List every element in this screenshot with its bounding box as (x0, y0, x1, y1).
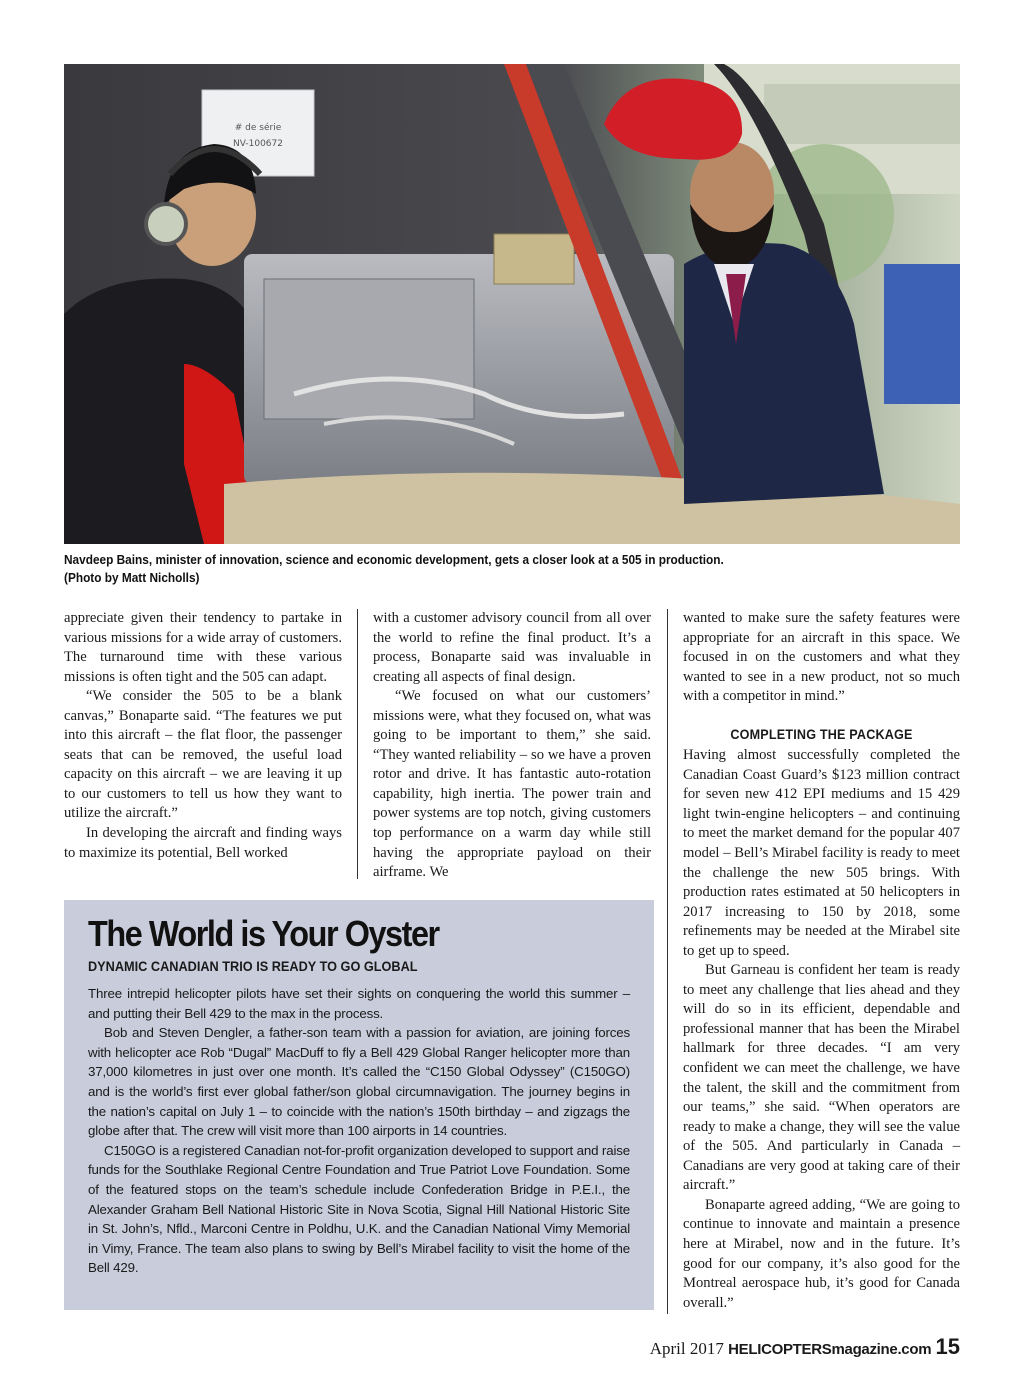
article-column-1 (64, 609, 342, 863)
sidebar-title: The World is Your Oyster (88, 913, 439, 954)
col3-paragraph-3: But Garneau is confident her team is ready to meet any challenge that lies ahead and they will do so in its efficient, dependable and professional manner that has been the Mirabel hallmark for three decades. “I am very confident we can meet the challenge, we have the talent, the skill and the commitment from our teams,” she said. “When operators are ready to make a change, they will see the value of the 505. And particularly in Canada – Canadians are very good at taking care of their aircraft.” (683, 962, 960, 1194)
article-column-3 (683, 609, 960, 1313)
footer-date: April 2017 (649, 1339, 724, 1358)
footer-site: HELICOPTERSmagazine.com (728, 1341, 932, 1358)
col1-paragraph-3: In developing the aircraft and finding ways to maximize its potential, Bell worked (64, 825, 342, 861)
photo-sign-text-1: # de série (234, 123, 282, 133)
col3-paragraph-1: wanted to make sure the safety features were appropriate for an aircraft in this space. We focused in on the customers and what they wanted to see in a new product, not so much with a competitor in mind.” (683, 610, 960, 705)
col1-paragraph-1: appreciate given their tendency to partake in various missions for a wide array of customers. The turnaround time with these various missions is often tight and the 505 can adapt. (64, 610, 342, 685)
page-footer (650, 1334, 960, 1360)
caption-credit: (Photo by Matt Nicholls) (64, 571, 200, 585)
article-photo (64, 64, 960, 544)
article-column-2 (373, 609, 651, 883)
column-divider (667, 609, 668, 1314)
sidebar-box (64, 900, 654, 1310)
section-subhead: COMPLETING THE PACKAGE (730, 725, 913, 742)
sidebar-body (88, 984, 630, 1278)
photo-caption (64, 551, 906, 587)
col1-paragraph-2: “We consider the 505 to be a blank canvas,” Bonaparte said. “The features we put into this aircraft – the flat floor, the passenger seats that can be removed, the useful load capacity on this aircraft – we are leaving it up to our customers to tell us how they want to utilize the aircraft.” (64, 688, 342, 822)
sidebar-paragraph-2: Bob and Steven Dengler, a father-son team with a passion for aviation, are joining forces with helicopter ace Rob “Dugal” MacDuff to fly a Bell 429 Global Ranger helicopter more than 37,000 kilometres in just over one month. It’s called the “C150 Global Odyssey” (C150GO) and is the world’s first ever global father/son global circumnavigation. The journey begins in the nation’s capital on July 1 – to coincide with the nation’s 150th birthday – and zigzags the globe after that. The crew will visit more than 100 airports in 14 countries. (88, 1025, 630, 1139)
photo-illustration (64, 64, 960, 544)
col2-paragraph-2: “We focused on what our customers’ missions were, what they focused on, what was going to be important to them,” she said. “They wanted reliability – so we have a proven rotor and drive. It has fantastic auto-rotation capability, high inertia. The power train and power systems are top notch, giving customers top performance on a warm day while still having the appropriate payload on their airframe. We (373, 688, 651, 881)
sidebar-paragraph-3: C150GO is a registered Canadian not-for-profit organization developed to support and raise funds for the Southlake Regional Centre Foundation and True Patriot Love Foundation. Some of the featured stops on the team’s schedule include Confederation Bridge in P.E.I., the Alexander Graham Bell National Historic Site in Nova Scotia, Signal Hill National Historic Site in St. John’s, Nfld., Marconi Centre in Poldhu, U.K. and the Canadian National Vimy Memorial in Vimy, France. The team also plans to swing by Bell’s Mirabel facility to visit the home of the Bell 429. (88, 1142, 630, 1276)
page-number: 15 (935, 1334, 960, 1359)
sidebar-paragraph-1: Three intrepid helicopter pilots have set their sights on conquering the world this summer – and putting their Bell 429 to the max in the process. (88, 986, 630, 1021)
sidebar-subtitle: DYNAMIC CANADIAN TRIO IS READY TO GO GLOBAL (88, 959, 418, 974)
caption-line-1: Navdeep Bains, minister of innovation, science and economic development, gets a closer look at a 505 in production. (64, 553, 724, 567)
col2-paragraph-1: with a customer advisory council from all over the world to refine the final product. It’s a process, Bonaparte said was invaluable in creating all aspects of final design. (373, 610, 651, 685)
col3-paragraph-4: Bonaparte agreed adding, “We are going to continue to innovate and maintain a presence here at Mirabel, now and in the future. It’s good for our company, it’s also good for the Montreal aerospace hub, it’s good for Canada overall.” (683, 1196, 960, 1311)
photo-sign-text-2: NV-100672 (233, 139, 283, 149)
col3-paragraph-2: Having almost successfully completed the Canadian Coast Guard’s $123 million contract for seven new 412 EPI mediums and 15 429 light twin-engine helicopters – and continuing to meet the market demand for the popular 407 model – Bell’s Mirabel facility is ready to meet the challenge the new 505 brings. With production rates estimated at 50 helicopters in 2017 increasing to 150 by 2018, some refinements may be needed at the Mirabel site to get up to speed. (683, 747, 960, 959)
column-divider (357, 609, 358, 879)
